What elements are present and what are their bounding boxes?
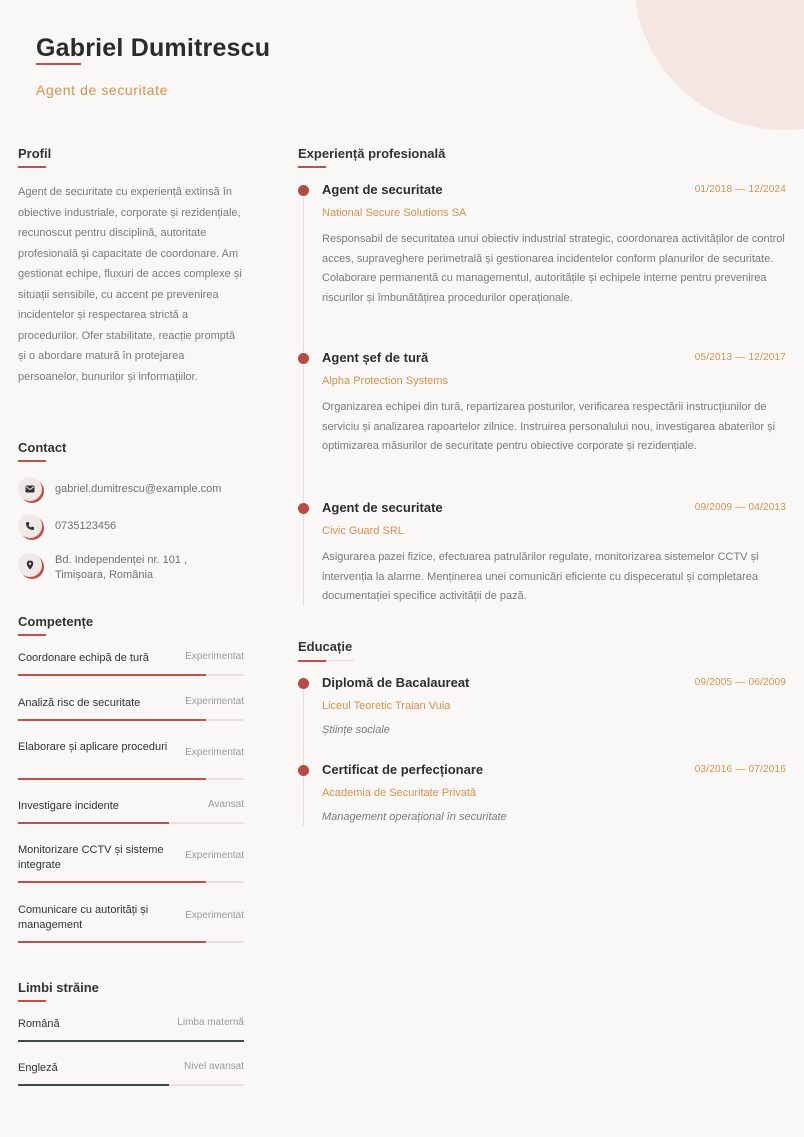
timeline-dot xyxy=(298,353,309,364)
experience-timeline xyxy=(303,190,304,606)
education-timeline xyxy=(303,684,304,826)
skill-bar xyxy=(18,674,244,676)
skill-level: Experimentat xyxy=(185,910,244,921)
job-dates: 01/2018 — 12/2024 xyxy=(694,184,786,195)
skill-bar-fill xyxy=(18,719,206,721)
contact-heading: Contact xyxy=(18,440,67,455)
job-role: Agent de securitate xyxy=(322,500,443,515)
language-level: Nivel avansat xyxy=(183,1061,244,1072)
job-dates: 05/2013 — 12/2017 xyxy=(694,352,786,363)
job-dates: 09/2009 — 04/2013 xyxy=(694,502,786,513)
skill-level: Experimentat xyxy=(185,747,244,758)
job-description: Responsabil de securitatea unui obiectiv industrial strategic, coordonarea activităților de control acces, supraveghere perimetrală și gestionarea incidentelor conform planurilor de securitate. Colaborare permanentă cu managementul, autoritățile și echipele interne pentru prevenirea riscurilor și îmbunătățirea procedurilor operaționale. xyxy=(322,233,785,304)
job-role: Agent de securitate xyxy=(322,182,443,197)
language-bar xyxy=(18,1084,244,1086)
skill-bar xyxy=(18,719,244,721)
school-name: Academia de Securitate Privată xyxy=(322,787,477,799)
skill-bar xyxy=(18,881,244,883)
job-description: Asigurarea pazei fizice, efectuarea patrulărilor regulate, monitorizarea sistemelor CCTV și intervenția la alarme. Menținerea unei comunicări eficiente cu dispeceratul și completarea documentației specifice activității de pază. xyxy=(322,551,759,602)
education-dates: 03/2016 — 07/2016 xyxy=(694,764,786,775)
address-line-2: Timișoara, România xyxy=(55,569,154,581)
contact-address xyxy=(18,553,187,583)
school-name: Liceul Teoretic Traian Vuia xyxy=(322,700,451,712)
timeline-dot xyxy=(298,765,309,776)
language-item xyxy=(18,1061,244,1087)
skill-name: Investigare incidente xyxy=(18,800,119,812)
skill-bar-fill xyxy=(18,778,206,780)
skill-bar xyxy=(18,941,244,943)
name-underline xyxy=(36,63,81,65)
candidate-name: Gabriel Dumitrescu xyxy=(36,34,271,62)
skill-level: Experimentat xyxy=(185,850,244,861)
skill-bar-fill xyxy=(18,881,206,883)
language-level: Limba maternă xyxy=(177,1017,244,1028)
company-name: Civic Guard SRL xyxy=(322,525,404,537)
field-of-study: Științe sociale xyxy=(322,724,390,736)
skill-item xyxy=(18,903,244,943)
degree-title: Certificat de perfecționare xyxy=(322,762,484,777)
job-role: Agent șef de tură xyxy=(322,350,429,365)
skill-bar-fill xyxy=(18,822,169,824)
job-description: Organizarea echipei din tură, repartizarea posturilor, verificarea respectării instrucțiunilor de serviciu și analizarea rapoartelor zilnice. Instruirea personalului nou, investigarea abaterilor și optimizarea măsurilor de securitate pentru obiective corporate și rezidențiale. xyxy=(322,401,776,452)
contact-phone[interactable] xyxy=(18,514,116,538)
location-pin-icon xyxy=(18,553,42,577)
skill-item xyxy=(18,740,244,780)
education-dates: 09/2005 — 06/2009 xyxy=(694,677,786,688)
language-name: Română xyxy=(18,1018,60,1030)
language-bar-fill xyxy=(18,1084,169,1086)
skill-level: Experimentat xyxy=(185,696,244,707)
language-bar xyxy=(18,1040,244,1042)
education-heading: Educație xyxy=(298,639,353,654)
contact-email[interactable] xyxy=(18,477,221,501)
language-bar-fill xyxy=(18,1040,244,1042)
skill-level: Experimentat xyxy=(185,651,244,662)
skill-bar xyxy=(18,822,244,824)
skill-item xyxy=(18,696,244,721)
phone-icon xyxy=(18,514,42,538)
skill-item xyxy=(18,651,244,676)
language-item xyxy=(18,1017,244,1043)
company-name: Alpha Protection Systems xyxy=(322,375,448,387)
timeline-dot xyxy=(298,503,309,514)
skills-heading: Competențe xyxy=(18,614,94,629)
company-name: National Secure Solutions SA xyxy=(322,207,467,219)
skill-item xyxy=(18,799,244,824)
skill-level: Avansat xyxy=(208,799,244,810)
timeline-dot xyxy=(298,185,309,196)
skill-bar xyxy=(18,778,244,780)
phone-text: 0735123456 xyxy=(55,520,117,532)
field-of-study: Management operațional în securitate xyxy=(322,811,507,823)
degree-title: Diplomă de Bacalaureat xyxy=(322,675,470,690)
job-title: Agent de securitate xyxy=(36,82,169,98)
address-text xyxy=(55,553,187,583)
skill-name: Coordonare echipă de tură xyxy=(18,652,149,664)
skill-name: Monitorizare CCTV și sisteme integrate xyxy=(18,844,164,871)
mail-icon xyxy=(18,477,42,501)
education-heading-line xyxy=(298,660,354,661)
address-line-1: Bd. Independenței nr. 101 , xyxy=(55,554,188,566)
skill-name: Comunicare cu autorități și management xyxy=(18,904,149,931)
skill-name: Analiză risc de securitate xyxy=(18,697,141,709)
profile-heading: Profil xyxy=(18,146,52,161)
corner-decoration xyxy=(634,0,804,130)
skill-item xyxy=(18,843,244,883)
skill-bar-fill xyxy=(18,941,206,943)
language-name: Engleză xyxy=(18,1062,58,1074)
timeline-dot xyxy=(298,678,309,689)
skill-bar-fill xyxy=(18,674,206,676)
email-text: gabriel.dumitrescu@example.com xyxy=(55,483,222,495)
experience-heading: Experiență profesională xyxy=(298,146,446,161)
skill-name: Elaborare și aplicare proceduri xyxy=(18,741,168,753)
languages-heading: Limbi străine xyxy=(18,980,99,995)
profile-summary: Agent de securitate cu experiență extinsă în obiective industriale, corporate și rezidențiale, recunoscut pentru disciplină, autoritate profesională și capacitate de coordonare. Am gestionat echipe, fluxuri de acces complexe și situații sensibile, cu accent pe prevenirea incidentelor și respectarea strictă a procedurilor. Ofer stabilitate, reacție promptă și o abordare matură în protejarea persoanelor, bunurilor și informațiilor. xyxy=(18,186,242,383)
